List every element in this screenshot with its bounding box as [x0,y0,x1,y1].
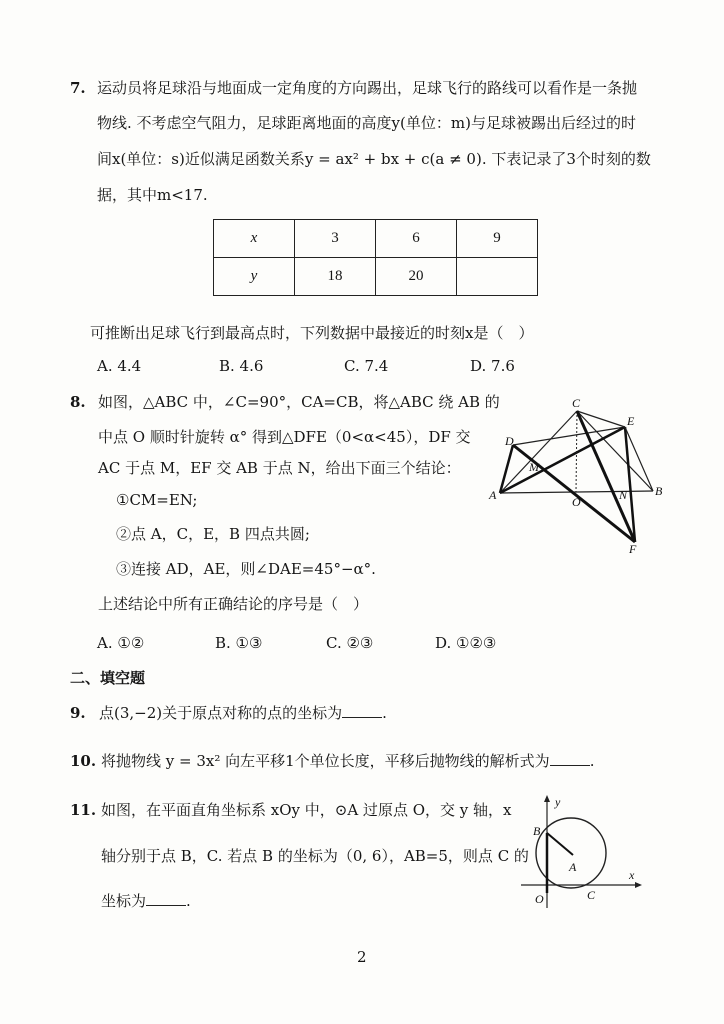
q10-end: . [589,752,595,770]
label-o: O [535,892,544,906]
q7-line1: 运动员将足球沿与地面成一定角度的方向踢出，足球飞行的路线可以看作是一条抛 [97,79,638,97]
q8-line3: AC 于点 M，EF 交 AB 于点 N，给出下面三个结论： [98,459,461,477]
table-row [214,258,538,296]
q8-option-d: D. ①②③ [435,634,497,652]
q8-conclusion-3: ③连接 AD，AE，则∠DAE=45°−α°. [116,560,376,578]
table-cell: 20 [376,258,457,296]
q7-data-table [213,219,538,296]
q9-end: . [382,704,387,722]
section-heading: 二、填空题 [70,669,146,687]
table-cell [457,258,538,296]
q7-option-d: D. 7.6 [470,357,515,375]
q7-line3: 间x(单位：s)近似满足函数关系y = ax² + bx + c(a ≠ 0). 下表记录了3个时刻的数 [97,150,651,168]
table-cell: x [214,220,295,258]
q8-number: 8. [70,393,86,411]
label-a: A [569,860,577,874]
q11-line3 [101,891,191,911]
q11-coordinate-figure [515,793,645,913]
q11-question: 坐标为 [101,892,147,910]
label-c: C [587,888,596,902]
segment-ab [547,833,573,855]
label-b: B [533,824,541,838]
q7-option-b: B. 4.6 [219,357,264,375]
table-cell: 3 [295,220,376,258]
table-cell: 18 [295,258,376,296]
label-d: D [505,434,514,448]
label-a: A [489,488,497,502]
q9-answer-blank[interactable] [342,703,382,718]
table-cell: 6 [376,220,457,258]
x-axis-arrow [635,882,642,888]
q8-line2: 中点 O 顺时针旋转 α° 得到△DFE（0<α<45），DF 交 [98,428,471,446]
q11-number: 11. [70,801,97,819]
q9-text [99,703,387,723]
label-e: E [627,414,635,428]
label-b: B [655,484,663,498]
q10-number: 10. [70,752,97,770]
label-f: F [629,542,637,555]
q10-question: 将抛物线 y = 3x² 向左平移1个单位长度，平移后抛物线的解析式为 [101,752,550,770]
q7-number: 7. [70,79,86,97]
page-number: 2 [357,948,367,966]
q11-line1: 如图，在平面直角坐标系 xOy 中，⊙A 过原点 O，交 y 轴，x [101,801,512,819]
q8-option-a: A. ①② [97,634,145,652]
q7-line4: 据，其中m<17. [97,186,208,204]
q7-option-c: C. 7.4 [344,357,389,375]
label-o: O [572,495,581,509]
label-c: C [572,396,581,410]
table-cell: 9 [457,220,538,258]
table-cell: y [214,258,295,296]
segment-co [576,411,577,492]
q8-line1: 如图，△ABC 中，∠C=90°，CA=CB，将△ABC 绕 AB 的 [98,393,500,411]
segment-cb [577,411,653,491]
table-row [214,220,538,258]
q8-option-c: C. ②③ [326,634,374,652]
q8-conclusion-2: ②点 A，C，E，B 四点共圆; [116,525,310,543]
q9-question: 点(3,−2)关于原点对称的点的坐标为 [99,704,343,722]
q10-answer-blank[interactable] [550,751,590,766]
y-axis-arrow [544,795,550,802]
q8-geometry-figure [485,395,675,555]
q7-question: 可推断出足球飞行到最高点时，下列数据中最接近的时刻x是（ ） [90,324,534,342]
label-n: N [619,488,628,502]
q10-text [101,751,594,771]
label-m: M [529,460,539,474]
q8-option-b: B. ①③ [215,634,263,652]
q8-conclusion-1: ①CM=EN; [116,491,198,509]
label-y: y [555,795,561,809]
q8-question: 上述结论中所有正确结论的序号是（ ） [98,595,369,613]
q9-number: 9. [70,704,86,722]
label-x: x [629,868,635,882]
q7-option-a: A. 4.4 [97,357,142,375]
q7-line2: 物线. 不考虑空气阻力，足球距离地面的高度y(单位：m)与足球被踢出后经过的时 [97,114,636,132]
q11-line2: 轴分别于点 B，C. 若点 B 的坐标为（0, 6），AB=5，则点 C 的 [101,847,529,865]
q11-end: . [186,892,191,910]
q11-answer-blank[interactable] [146,891,186,906]
